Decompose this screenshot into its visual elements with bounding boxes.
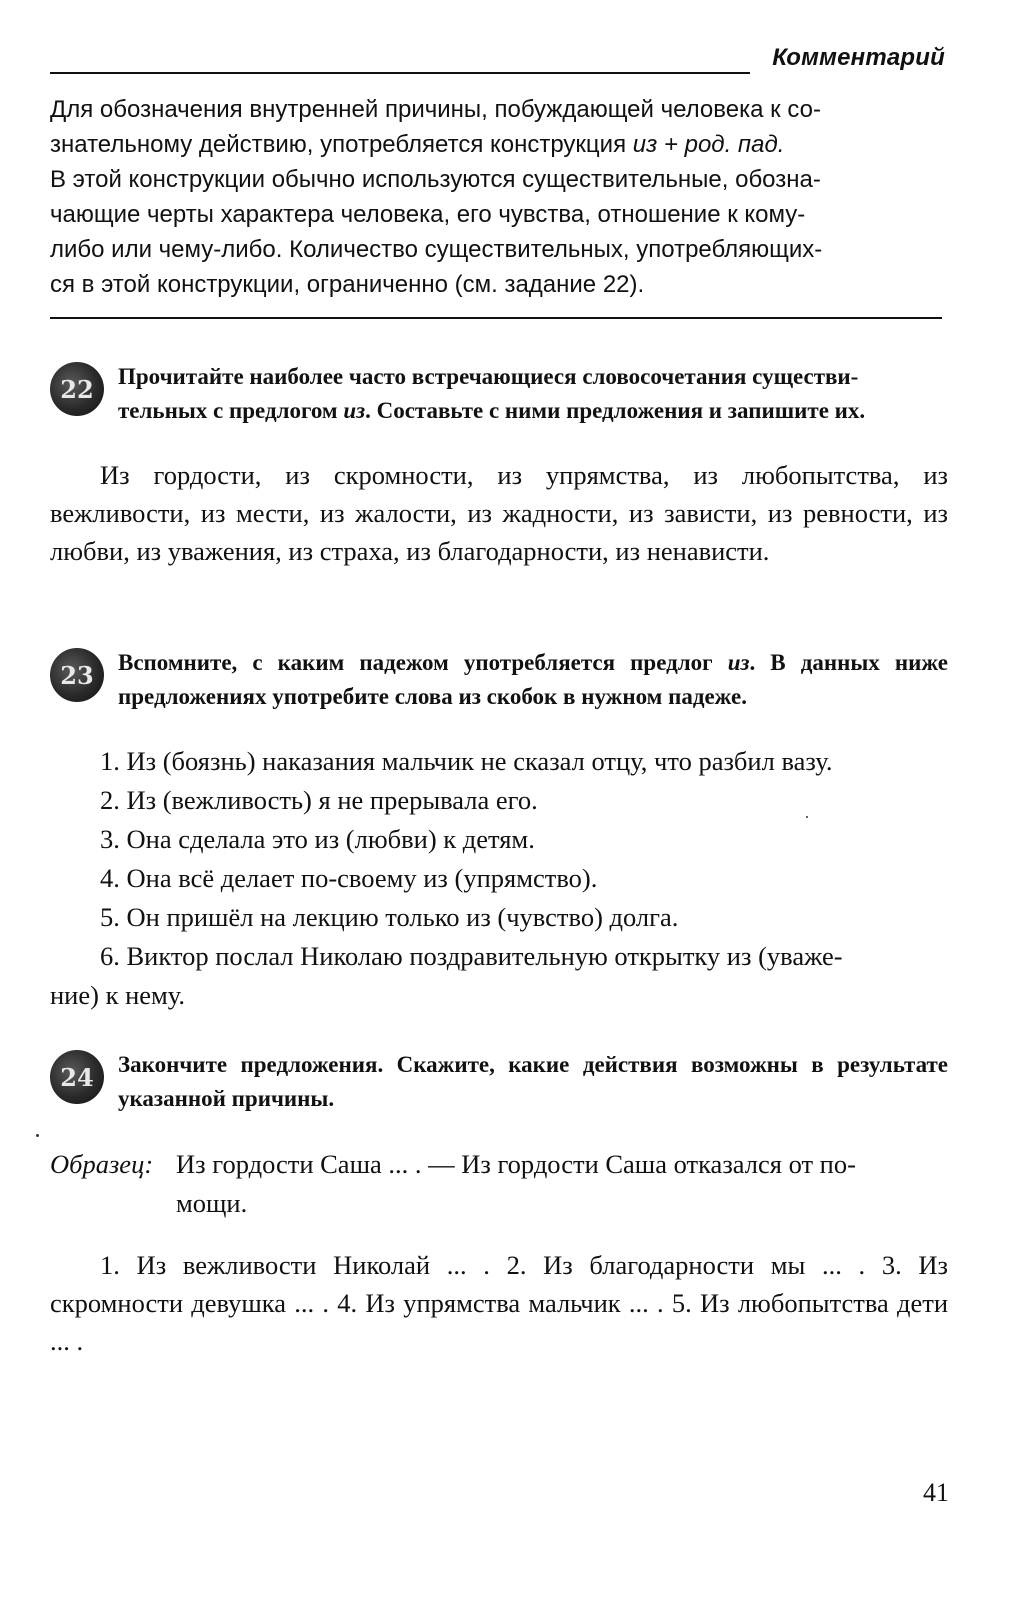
sample-label <box>50 1145 160 1183</box>
list-item: 1. Из (боязнь) наказания мальчик не сказал отцу, что разбил вазу. <box>100 746 833 776</box>
sample-line-1: Из гордости Саша ... . — Из гордости Саша отказался от по- <box>176 1149 856 1179</box>
print-speck <box>806 816 808 818</box>
exercise-22-instruction-end: . Составьте с ними предложения и запишите их. <box>365 398 866 423</box>
header-rule <box>50 72 750 74</box>
sample-line-2: мощи. <box>176 1188 248 1218</box>
exercise-22-text: Из гордости, из скромности, из упрямства, из любопытства, из вежливости, из мести, из жалости, из жадности, из зависти, из ревности, из любви, из уважения, из страха, из благодарности, из ненависти. <box>50 460 948 566</box>
exercise-24-instruction: Закончите предложения. Скажите, какие действия возможны в результате указанной причины. <box>118 1052 948 1111</box>
exercise-number-badge: 23 <box>50 648 104 702</box>
sample-label-text: Образец: <box>50 1149 154 1179</box>
list-item: 5. Он пришёл на лекцию только из (чувство) долга. <box>100 902 679 932</box>
commentary-line-2-text: знательному действию, употребляется конструкция <box>50 131 633 158</box>
commentary-line-3: В этой конструкции обычно используются существительные, обозна- <box>50 166 821 193</box>
exercise-22-instruction-part: тельных с предлогом <box>118 398 344 423</box>
print-speck <box>36 1134 39 1137</box>
exercise-22-instruction-line-1: Прочитайте наиболее часто встречающиеся словосочетания существи- <box>118 364 859 389</box>
exercise-22-instruction <box>118 360 948 428</box>
exercise-23-instruction <box>118 646 948 714</box>
exercise-number-badge: 22 <box>50 362 104 416</box>
commentary-line-6: ся в этой конструкции, ограниченно (см. задание 22). <box>50 271 645 298</box>
exercise-23-instruction-part: Вспомните, с каким падежом употребляется предлог <box>118 650 728 675</box>
commentary-construction: из + род. пад. <box>632 131 785 158</box>
exercise-22-preposition: из <box>343 398 366 423</box>
section-header <box>50 44 945 76</box>
commentary-line-1: Для обозначения внутренней причины, побуждающей человека к со- <box>50 96 821 123</box>
commentary-rule <box>50 317 942 319</box>
section-title: Комментарий <box>772 44 945 71</box>
list-item: 3. Она сделала это из (любви) к детям. <box>100 824 535 854</box>
commentary-line-2 <box>50 127 945 162</box>
exercise-number-badge: 24 <box>50 1050 104 1104</box>
list-item-continuation: ние) к нему. <box>50 980 186 1010</box>
commentary-line-4: чающие черты характера человека, его чувства, отношение к кому- <box>50 201 806 228</box>
exercise-23-instruction-end: . В данных ниже предложениях употребите слова из скобок в нужном падеже. <box>118 650 948 709</box>
list-item: 4. Она всё делает по-своему из (упрямство). <box>100 863 598 893</box>
exercise-22-instruction-line-2 <box>118 394 948 428</box>
exercise-24-text: 1. Из вежливости Николай ... . 2. Из благодарности мы ... . 3. Из скромности девушка ... . 4. Из упрямства мальчик ... . 5. Из любопытства дети ... . <box>50 1250 948 1356</box>
commentary-block <box>50 92 945 302</box>
list-item: 2. Из (вежливость) я не прерывала его. <box>100 785 538 815</box>
commentary-line-5: либо или чему-либо. Количество существительных, употребляющих- <box>50 236 823 263</box>
list-item: 6. Виктор послал Николаю поздравительную открытку из (уваже- <box>100 941 843 971</box>
exercise-23-preposition: из <box>727 650 750 675</box>
page-number: 41 <box>923 1478 949 1507</box>
